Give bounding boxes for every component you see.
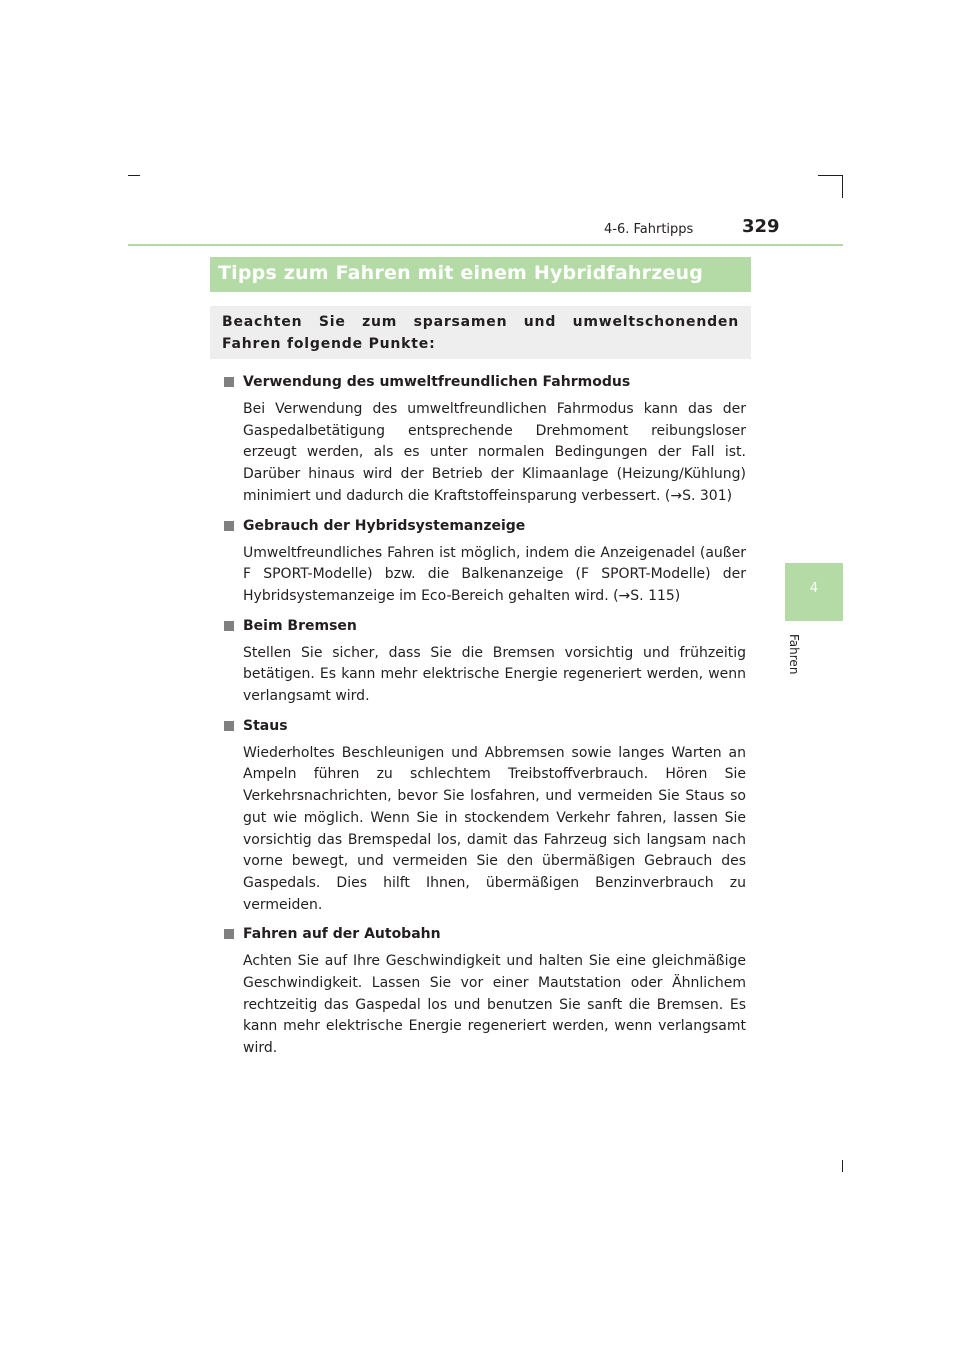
section-title: [224, 515, 746, 537]
square-bullet-icon: [224, 521, 234, 531]
square-bullet-icon: [224, 377, 234, 387]
square-bullet-icon: [224, 621, 234, 631]
section-traffic-jams: [224, 715, 746, 917]
section-body: Achten Sie auf Ihre Geschwindigkeit und halten Sie eine gleichmäßige Geschwindigkeit. Lassen Sie vor einer Mautstation oder Ähnlichem rechtzeitig das Gaspedal los und benutzen Sie sanft die Bremsen. Es kann mehr elektrische Energie regeneriert werden, wenn verlangsamt wird.: [243, 953, 746, 1057]
section-body: Wiederholtes Beschleunigen und Abbremsen sowie langes Warten an Ampeln führen zu schlechtem Treibstoffverbrauch. Hören Sie Verkehrsnachrichten, bevor Sie losfahren, und vermeiden Sie Staus so gut wie möglich. Wenn Sie in stockendem Verkehr fahren, lassen Sie vorsichtig das Bremspedal los, damit das Fahrzeug sich langsam nach vorne bewegt, und vermeiden Sie den übermäßigen Gebrauch des Gaspedals. Dies hilft Ihnen, übermäßigen Benzinverbrauch zu vermeiden.: [243, 744, 746, 913]
content: [224, 371, 746, 1067]
section-title-text: Staus: [243, 717, 288, 734]
page-title: Tipps zum Fahren mit einem Hybridfahrzeug: [218, 262, 704, 284]
section-title-text: Beim Bremsen: [243, 617, 357, 634]
chapter-tab: [785, 563, 843, 621]
chapter-number: 4: [809, 581, 819, 596]
intro-box: [210, 306, 751, 359]
intro-text: Beachten Sie zum sparsamen und umweltschonenden Fahren folgende Punkte:: [222, 314, 739, 352]
section-body: Stellen Sie sicher, dass Sie die Bremsen vorsichtig und frühzeitig betätigen. Es kann mehr elektrische Energie regeneriert werden, wenn verlangsamt wird.: [243, 644, 746, 705]
section-title-text: Fahren auf der Autobahn: [243, 926, 441, 943]
header-divider: [128, 244, 843, 246]
crop-mark: [128, 175, 140, 176]
square-bullet-icon: [224, 721, 234, 731]
section-hybrid-indicator: [224, 515, 746, 608]
page-number: 329: [742, 216, 780, 237]
crop-mark: [818, 175, 842, 176]
section-highway: [224, 923, 746, 1060]
chapter-label: Fahren: [787, 634, 801, 675]
section-title: [224, 923, 746, 945]
section-body: Bei Verwendung des umweltfreundlichen Fahrmodus kann das der Gaspedalbetätigung entsprechende Drehmoment reibungsloser erzeugt werden, als es unter normalen Bedingungen der Fall ist. Darüber hinaus wird der Betrieb der Klimaanlage (Heizung/Kühlung) minimiert und dadurch die Kraftstoffeinsparung verbessert. (→S. 301): [243, 401, 746, 504]
running-header-section: 4-6. Fahrtipps: [604, 222, 694, 237]
page-title-bar: [210, 257, 751, 292]
section-braking: [224, 615, 746, 708]
section-body: Umweltfreundliches Fahren ist möglich, indem die Anzeigenadel (außer F SPORT-Modelle) bzw. die Balkenanzeige (F SPORT-Modelle) der Hybridsystemanzeige im Eco-Bereich gehalten wird. (→S. 115): [243, 544, 746, 604]
section-title: [224, 715, 746, 737]
square-bullet-icon: [224, 929, 234, 939]
section-title-text: Verwendung des umweltfreundlichen Fahrmodus: [243, 374, 631, 390]
crop-mark: [842, 1160, 843, 1172]
section-title-text: Gebrauch der Hybridsystemanzeige: [243, 517, 526, 534]
section-eco-mode: [224, 371, 746, 508]
section-title: [224, 615, 746, 637]
crop-mark: [842, 175, 843, 198]
section-title: [224, 371, 746, 393]
